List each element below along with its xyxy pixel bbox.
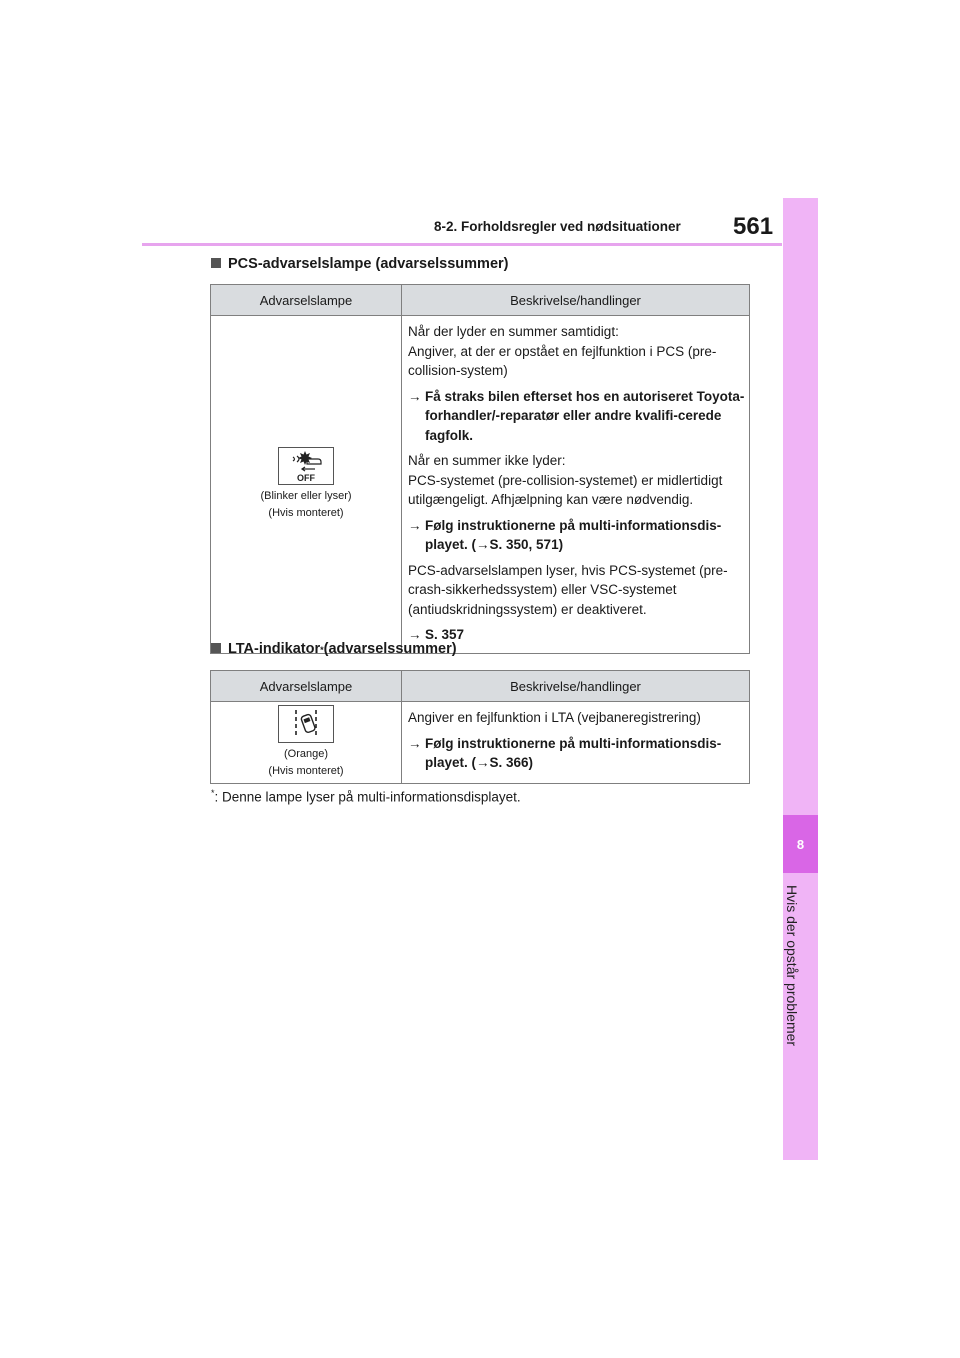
col-header-lamp: Advarselslampe [211,285,402,316]
chapter-label: Hvis der opstår problemer [784,885,800,1047]
text-condition-2: Når en summer ikke lyder: PCS-systemet (pre-collision-systemet) er midlertidigt utilgængeligt. Afhjælpning kan være nødvendig. [408,453,723,507]
pcs-off-icon [278,447,334,485]
text-condition-3: PCS-advarselslampen lyser, hvis PCS-systemet (pre-crash-sikkerhedssystem) eller VSC-systemet (antiudskridningssystem) er deaktiveret. [408,562,728,617]
chapter-number: 8 [783,815,818,873]
arrow-right-icon: → [408,627,422,642]
table-row [211,316,750,654]
action-1: → Få straks bilen efterset hos en autoriseret Toyota-forhandler/-reparatør eller andre kvalifi-cerede fagfolk. [408,387,745,446]
table-row [211,702,750,784]
col-header-description: Beskrivelse/handlinger [402,671,750,702]
action-2: → Følg instruktionerne på multi-informationsdis-playet. (→S. 350, 571) [408,516,745,555]
lta-lane-icon [278,705,334,743]
page-reference-link[interactable]: S. 357 [425,627,465,642]
section-title: 8-2. Forholdsregler ved nødsituationer [434,219,681,234]
col-header-lamp: Advarselslampe [211,671,402,702]
page-number: 561 [733,213,774,240]
arrow-right-icon: → [408,388,422,404]
footnote: *: Denne lampe lyser på multi-informationsdisplayet. [211,788,521,805]
page-reference-link[interactable]: S. 366) [489,755,534,770]
lamp-caption-equipped: (Hvis monteret) [268,506,344,519]
table-header-row [211,671,750,702]
table-header-row [211,285,750,316]
lamp-cell [211,702,402,784]
lamp-cell [211,316,402,654]
col-header-description: Beskrivelse/handlinger [402,285,750,316]
lamp-caption-color: (Orange) [283,748,329,760]
lamp-caption-equipped: (Hvis monteret) [268,765,344,777]
square-bullet-icon [211,643,221,653]
lta-heading: LTA-indikator * (advarselssummer) [211,641,457,657]
arrow-right-icon: → [408,517,422,533]
description-cell [402,702,750,784]
square-bullet-icon [211,258,221,268]
action-3 [408,625,745,645]
arrow-right-icon: → [476,537,490,552]
lamp-caption-state: (Blinker eller lyser) [260,489,352,502]
description-cell [402,316,750,654]
header-rule [142,243,782,246]
text-condition-1: Når der lyder en summer samtidigt: Angiver, at der er opstået en fejlfunktion i PCS (pre-collision-system) [408,324,717,378]
text-condition-1: Angiver en fejlfunktion i LTA (vejbaneregistrering) [408,710,701,725]
pcs-heading: PCS-advarselslampe (advarselssummer) [211,256,508,272]
icon-off-text: OFF [297,472,315,483]
page-reference-link[interactable]: S. 350, 571) [489,537,564,552]
action-1: → Følg instruktionerne på multi-informationsdis-playet. (→S. 366) [408,734,745,773]
lta-table [210,670,750,784]
arrow-right-icon: → [476,755,490,770]
arrow-right-icon: → [408,735,422,751]
pcs-table [210,284,750,654]
